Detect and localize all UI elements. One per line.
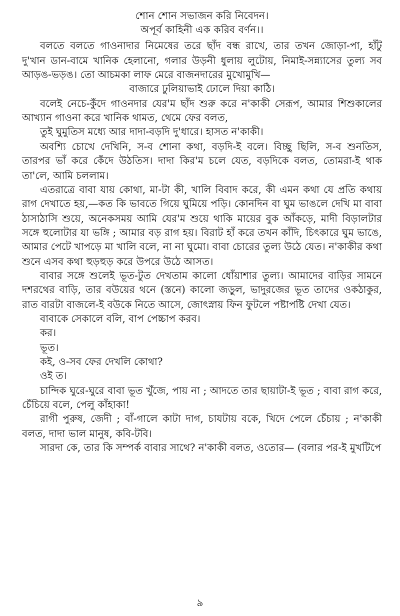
paragraph-3: তুই ঘুমুতিস মধ্যে আর দাদা-বড়দি দু'ধারে। হাসত ন'কাকী।	[40, 127, 264, 139]
dialog-line-3: ভূত।	[40, 342, 59, 354]
verse-line-1: শোন শোন সভাজন করি নিবেদন।	[135, 11, 269, 22]
paragraph-1: বলতে বলতে গাওনাদার নিমেষের তরে ছাঁদ বন্ধ রাখে, তার তখন জোড়া-পা, হাঁটু দু'খান ডান-বামে খানিক হেলানো, গলার উড়নী ধুলায় লুটোয়, নিমাই-সন্ন্যাসের তুল্য সব আড়ঙ-ভড়ঙ। তো আচমকা লাফ মেরে বাজনদারের মুখোমুখি—	[22, 41, 382, 82]
paragraph-4: অবশ্যি চোখে দেখিনি, স-ব শোনা কথা, বড়দি-ই বলে। বিচ্ছু ছিলি, স-ব শুনতিস, তারপর ভাঁ করে কেঁদে উঠতিস। দাদা কির'ম চলে যেত, বড়দিকে বলত, তোমরা-ই থাক তা'লে, আমি চললাম।	[22, 141, 382, 182]
paragraph-7: চান্দিক ঘুরে-ঘুরে বাবা ভূত খুঁজে, পায় না ; আদতে তার ছায়াটা-ই ভূত ; বাবা রাগ করে, চেঁচিয়ে বলে, পেলু কাঁহাকা!	[22, 385, 382, 411]
centered-quote: বাজারে ঢুলিয়াভাই ঢোলে দিয়া কাঠি।	[129, 84, 275, 96]
paragraph-6: বাবার সঙ্গে শুলেই ভূত-টুত দেখতাম কালো ধোঁয়াশার তুল্য। আমাদের বাড়ির সামনে দশরথের বাড়ি, তার বউয়ের থনে (স্তনে) কালো জড়ুল, ভাদুরজের ভূত তাদের ওকঠাকুর, রাত বারটা বাজলে-ই বউকে নিতে আসে, জোৎস্নায় ফিন ফুটলে পষ্টাপষ্টি দেখা যেত।	[22, 270, 382, 311]
paragraph-8: রাগী পুরুষ, জেদী ; বাঁ-গালে কাটা দাগ, চাযটায় বকে, খিদে পেলে চেঁচায় ; ন'কাকী বলত, দাদা ভাল মানুষ, কবি-টবি।	[22, 414, 382, 440]
dialog-line-1: বাবাকে সেকালে বলি, বাপ পেচ্চাপ করব।	[40, 313, 201, 325]
body-text	[22, 40, 382, 456]
page-number: ৯	[196, 598, 204, 609]
dialog-line-4: কই, ও-সব ফের দেখলি কোথা?	[40, 356, 163, 368]
dialog-line-2: কর।	[40, 328, 57, 340]
opening-verse	[22, 10, 382, 38]
verse-line-2: অপূর্ব কাহিনী এক করিব বর্ণন।।	[140, 25, 264, 37]
paragraph-5: এতরাত্রে বাবা যায় কোথা, মা-টা কী, খালি বিবাদ করে, কী এমন কথা যে প্রতি কথায় রাগ দেখাতে হয়,—কত কি ভাবতে গিয়ে ঘুমিয়ে পড়ি। কোনদিন বা ঘুম ভাঙলে দেখি মা বাবা ঠাসাঠাসি শুয়ে, অনেকসময় আমি যের'ম শুয়ে থাকি মায়ের বুক আঁকড়ে, মাদী বিড়ালটার সঙ্গে হুলোটার যা ভঙ্গি ; আমার বড় রাগ হয়। বিরাট হাঁ করে তখন কাঁদি, চিৎকারে ঘুম ভাঙে, আমার পেটে খাপড়ে মা খালি বলে, না না ঘুমো। বাবা চোরের তুল্য উঠে যেত। ন'কাকীর কথা শুনে এসব কথা হুড়হুড় করে উপরে উঠে আসত।	[22, 184, 382, 268]
dialog-line-5: ওই ত।	[40, 371, 67, 383]
paragraph-9: সারদা কে, তার কি সম্পর্ক বাবার সাথে? ন'কাকী বলত, ওতোর— (বলার পর-ই মুখটিপে	[40, 443, 382, 455]
paragraph-2: বলেই নেচে-কুঁদে গাওনদার যের'ম ছাঁদ শুরু করে ন'কাকী সেরূপ, আমার শিশুকালের আখ্যান গাওনা করে খানিক থামত, থেমে ফের বলত,	[22, 98, 382, 125]
